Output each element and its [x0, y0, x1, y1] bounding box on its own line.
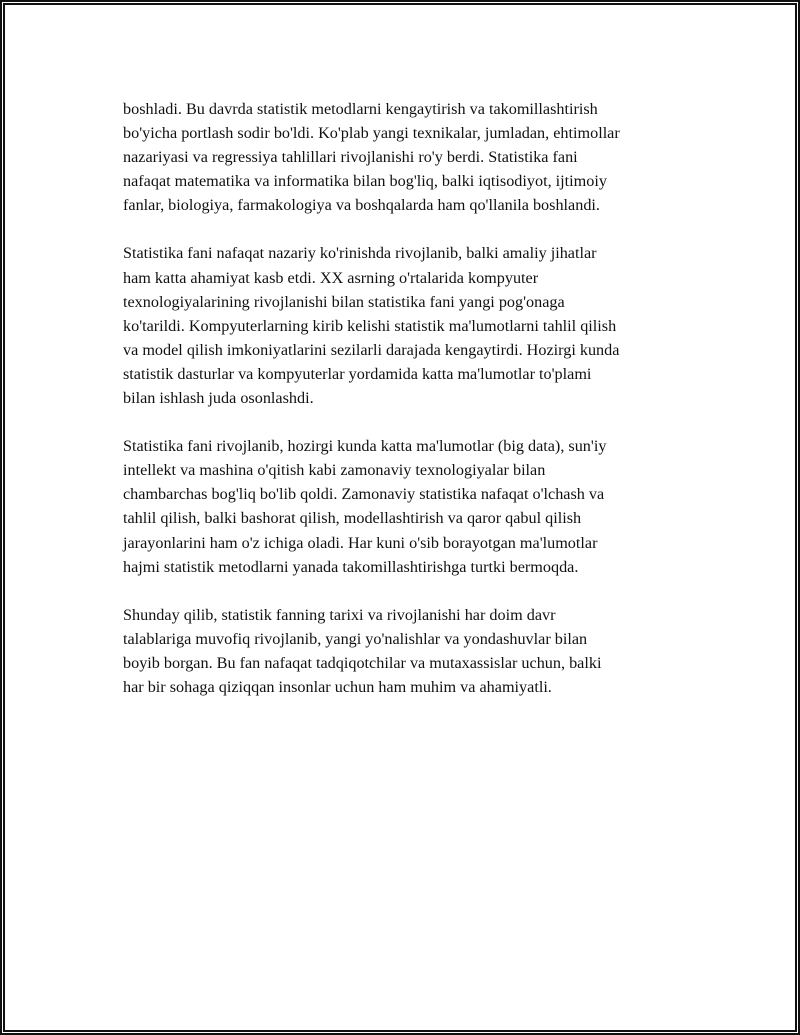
- text-line: nafaqat matematika va informatika bilan bog'liq, balki iqtisodiyot, ijtimoiy: [123, 172, 607, 191]
- text-line: hajmi statistik metodlarni yanada takomillashtirishga turtki bermoqda.: [123, 557, 579, 576]
- paragraph-1: [123, 97, 683, 217]
- paragraph-4: [123, 603, 683, 699]
- document-body: [123, 97, 683, 723]
- text-line: Statistika fani rivojlanib, hozirgi kunda katta ma'lumotlar (big data), sun'iy: [123, 437, 607, 456]
- text-line: va model qilish imkoniyatlarini sezilarli darajada kengaytirdi. Hozirgi kunda: [123, 340, 620, 359]
- text-line: bilan ishlash juda osonlashdi.: [123, 389, 314, 408]
- text-line: har bir sohaga qiziqqan insonlar uchun ham muhim va ahamiyatli.: [123, 677, 552, 696]
- text-line: statistik dasturlar va kompyuterlar yordamida katta ma'lumotlar to'plami: [123, 364, 592, 383]
- text-line: Shunday qilib, statistik fanning tarixi va rivojlanishi har doim davr: [123, 605, 556, 624]
- text-line: Statistika fani nafaqat nazariy ko'rinishda rivojlanib, balki amaliy jihatlar: [123, 244, 597, 263]
- text-line: nazariyasi va regressiya tahlillari rivojlanishi ro'y berdi. Statistika fani: [123, 148, 578, 167]
- text-line: boshladi. Bu davrda statistik metodlarni kengaytirish va takomillashtirish: [123, 100, 598, 118]
- paragraph-3: [123, 434, 683, 579]
- text-line: talablariga muvofiq rivojlanib, yangi yo'nalishlar va yondashuvlar bilan: [123, 629, 588, 648]
- paragraph-2: [123, 241, 683, 410]
- text-line: texnologiyalarining rivojlanishi bilan statistika fani yangi pog'onaga: [123, 292, 565, 311]
- text-line: chambarchas bog'liq bo'lib qoldi. Zamonaviy statistika nafaqat o'lchash va: [123, 485, 605, 504]
- text-line: intellekt va mashina o'qitish kabi zamonaviy texnologiyalar bilan: [123, 461, 546, 480]
- text-line: fanlar, biologiya, farmakologiya va boshqalarda ham qo'llanila boshlandi.: [123, 196, 600, 215]
- text-line: boyib borgan. Bu fan nafaqat tadqiqotchilar va mutaxassislar uchun, balki: [123, 653, 602, 672]
- text-line: tahlil qilish, balki bashorat qilish, modellashtirish va qaror qabul qilish: [123, 509, 582, 528]
- text-line: ko'tarildi. Kompyuterlarning kirib kelishi statistik ma'lumotlarni tahlil qilish: [123, 316, 617, 335]
- text-line: ham katta ahamiyat kasb etdi. XX asrning o'rtalarida kompyuter: [123, 268, 539, 287]
- text-line: jarayonlarini ham o'z ichiga oladi. Har kuni o'sib borayotgan ma'lumotlar: [123, 533, 598, 552]
- text-line: bo'yicha portlash sodir bo'ldi. Ko'plab yangi texnikalar, jumladan, ehtimollar: [123, 124, 620, 143]
